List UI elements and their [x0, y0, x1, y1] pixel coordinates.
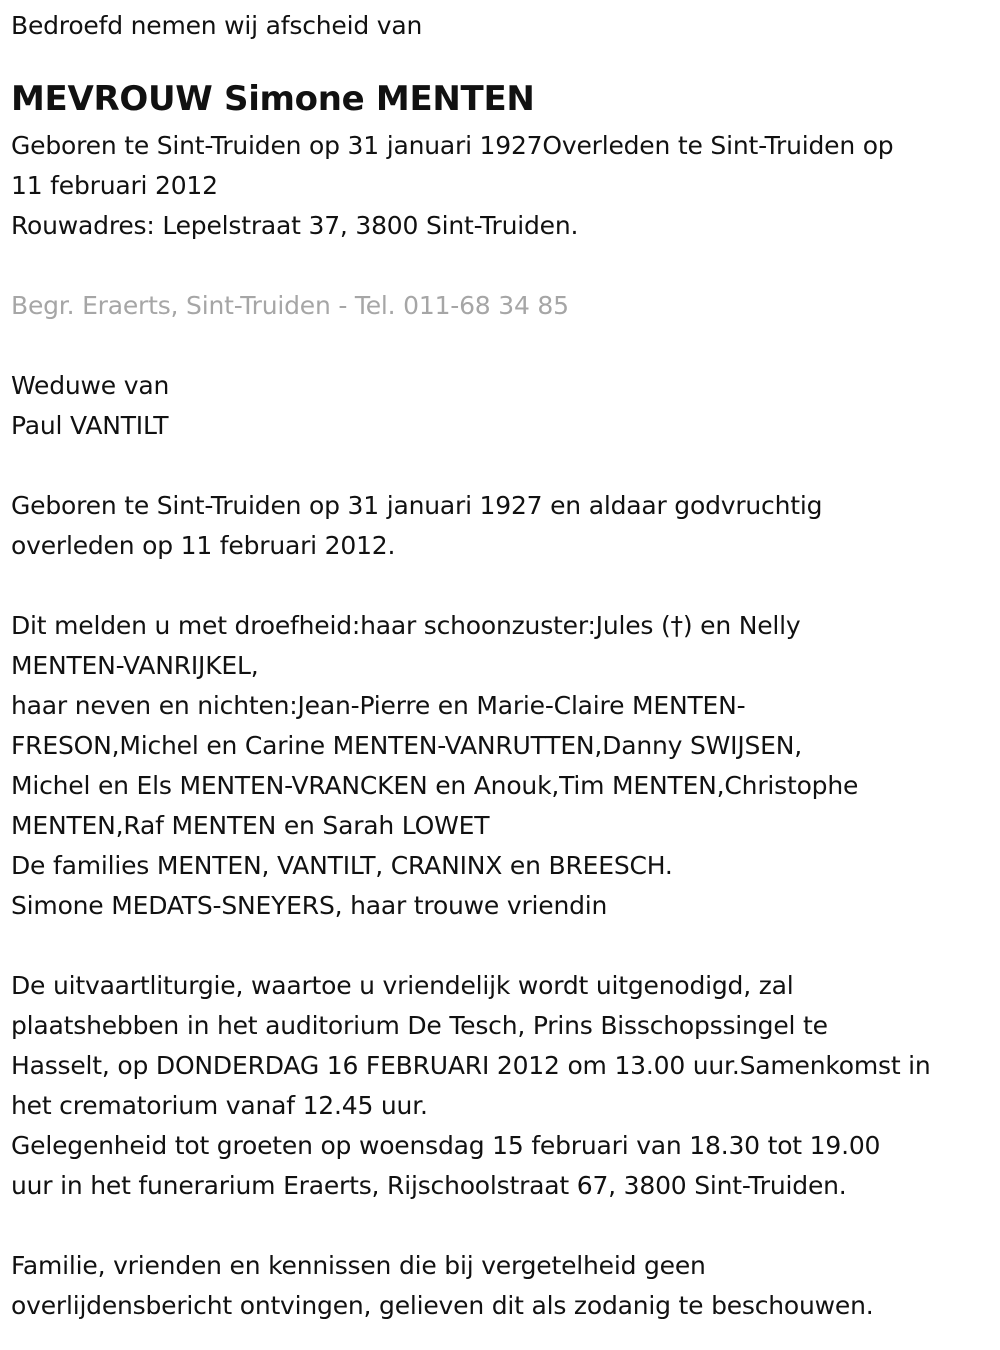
paragraph-line: overleden op 11 februari 2012.	[11, 531, 396, 560]
widow-label: Weduwe van	[11, 371, 170, 400]
undertaker-info: Begr. Eraerts, Sint-Truiden - Tel. 011-68 34 85	[11, 291, 569, 320]
paragraph-line: Dit melden u met droefheid:haar schoonzuster:Jules (†) en Nelly	[11, 611, 801, 640]
spouse-name: Paul VANTILT	[11, 411, 169, 440]
paragraph-line: Hasselt, op DONDERDAG 16 FEBRUARI 2012 om 13.00 uur.Samenkomst in	[11, 1051, 931, 1080]
birth-death-line-1: Geboren te Sint-Truiden op 31 januari 1927Overleden te Sint-Truiden op	[11, 131, 894, 160]
birth-death-line-2: 11 februari 2012	[11, 171, 218, 200]
paragraph-line: Gelegenheid tot groeten op woensdag 15 februari van 18.30 tot 19.00	[11, 1131, 881, 1160]
paragraph-line: De uitvaartliturgie, waartoe u vriendelijk wordt uitgenodigd, zal	[11, 971, 794, 1000]
spacer	[11, 1206, 986, 1246]
family-paragraph	[11, 606, 986, 926]
spacer	[11, 446, 986, 486]
intro-text: Bedroefd nemen wij afscheid van	[11, 11, 423, 40]
born-paragraph	[11, 486, 986, 566]
paragraph-line: haar neven en nichten:Jean-Pierre en Marie-Claire MENTEN-	[11, 691, 746, 720]
mourning-address: Rouwadres: Lepelstraat 37, 3800 Sint-Truiden.	[11, 211, 579, 240]
obituary-notice	[11, 6, 986, 1326]
closing-paragraph	[11, 1246, 986, 1326]
spacer	[11, 326, 986, 366]
paragraph-line: het crematorium vanaf 12.45 uur.	[11, 1091, 428, 1120]
paragraph-line: MENTEN,Raf MENTEN en Sarah LOWET	[11, 811, 490, 840]
paragraph-line: Geboren te Sint-Truiden op 31 januari 1927 en aldaar godvruchtig	[11, 491, 823, 520]
paragraph-line: Simone MEDATS-SNEYERS, haar trouwe vriendin	[11, 891, 608, 920]
paragraph-line: overlijdensbericht ontvingen, gelieven dit als zodanig te beschouwen.	[11, 1291, 874, 1320]
paragraph-line: De families MENTEN, VANTILT, CRANINX en BREESCH.	[11, 851, 673, 880]
paragraph-line: FRESON,Michel en Carine MENTEN-VANRUTTEN,Danny SWIJSEN,	[11, 731, 803, 760]
paragraph-line: plaatshebben in het auditorium De Tesch, Prins Bisschopssingel te	[11, 1011, 828, 1040]
spacer	[11, 246, 986, 286]
paragraph-line: Michel en Els MENTEN-VRANCKEN en Anouk,Tim MENTEN,Christophe	[11, 771, 859, 800]
paragraph-line: MENTEN-VANRIJKEL,	[11, 651, 259, 680]
paragraph-line: uur in het funerarium Eraerts, Rijschoolstraat 67, 3800 Sint-Truiden.	[11, 1171, 847, 1200]
funeral-paragraph	[11, 966, 986, 1206]
spacer	[11, 926, 986, 966]
deceased-name: MEVROUW Simone MENTEN	[11, 79, 535, 119]
paragraph-line: Familie, vrienden en kennissen die bij vergetelheid geen	[11, 1251, 706, 1280]
spacer	[11, 566, 986, 606]
